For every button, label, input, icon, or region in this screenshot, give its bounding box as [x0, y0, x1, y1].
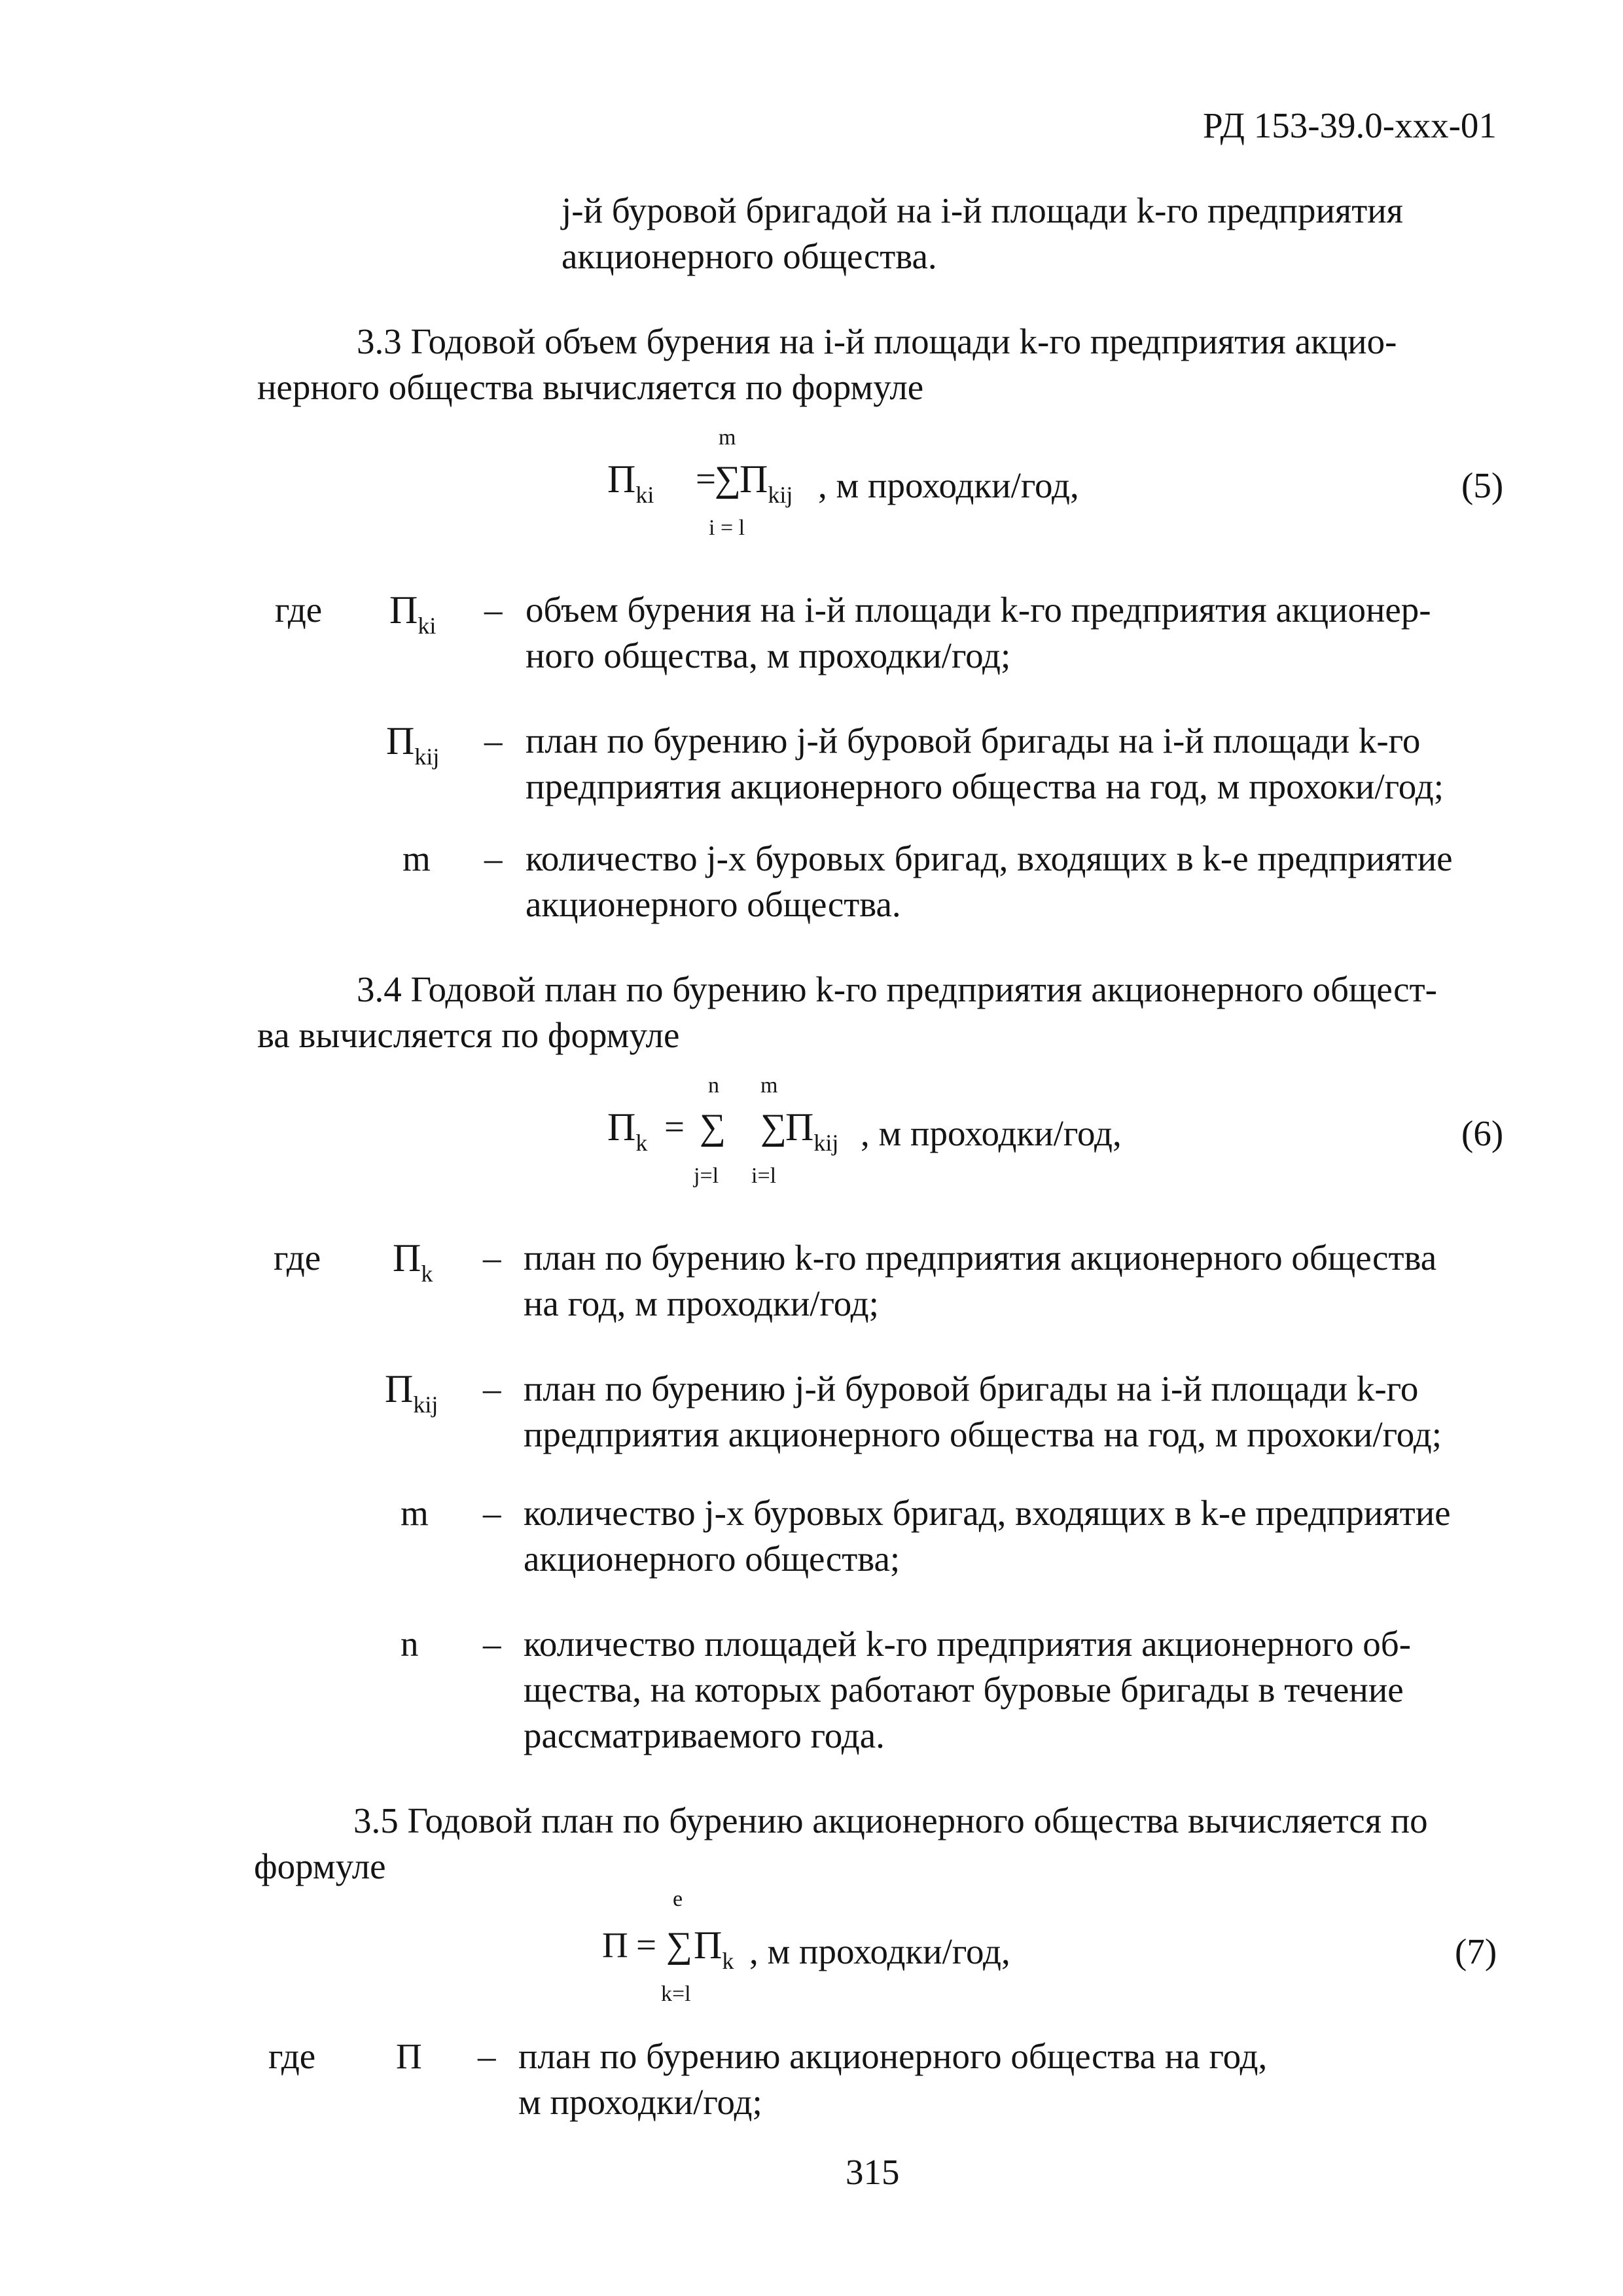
where-6-desc-3-line2: акционерного общества;: [524, 1539, 901, 1579]
where-5-desc-2-line1: план по бурению j-й буровой бригады на i-й площади k-го: [526, 721, 1421, 761]
formula-7-lhs: П: [602, 1925, 628, 1965]
formula-5-number: (5): [1461, 465, 1504, 505]
formula-6-sum1-sign: ∑: [700, 1107, 726, 1147]
formula-6-number: (6): [1461, 1113, 1504, 1153]
formula-7-equals: =: [636, 1925, 657, 1965]
where-5-desc-3-line2: акционерного общества.: [526, 884, 901, 924]
formula-6-sum1-lower: j=l: [694, 1164, 719, 1188]
formula-7-sum-upper: e: [673, 1887, 683, 1911]
formula-5-term: $П_{kij}$: [740, 457, 793, 508]
where-5-desc-3-line1: количество j-х буровых бригад, входящих в k-е предприятие: [526, 838, 1453, 878]
formula-7-unit: , м проходки/год,: [749, 1931, 1010, 1971]
where-6-sym-pk: $П_k$: [393, 1236, 433, 1287]
formula-6-term: $П_{kij}$: [785, 1105, 839, 1156]
where-7-desc-1-line1: план по бурению акционерного общества на год,: [518, 2036, 1268, 2076]
formula-6-equals: =: [664, 1107, 685, 1147]
where-5-label: где: [275, 590, 323, 630]
where-5-desc-2-line2: предприятия акционерного общества на год, м прохоки/год;: [526, 766, 1444, 806]
where-5-sym-pkij: $П_{kij}$: [386, 719, 440, 770]
where-6-desc-3-line1: количество j-х буровых бригад, входящих в k-е предприятие: [524, 1493, 1451, 1533]
where-5-dash-2: –: [484, 721, 503, 761]
para-continue-line1: j-й буровой бригадой на i-й площади k-го предприятия: [562, 190, 1403, 230]
formula-5-sum-lower: i = l: [709, 516, 745, 540]
formula-5-unit: , м проходки/год,: [818, 465, 1079, 505]
formula-5-sum-sign: ∑: [715, 459, 741, 499]
where-7-label: где: [268, 2036, 316, 2076]
where-6-label: где: [274, 1238, 321, 1278]
where-6-dash-1: –: [483, 1238, 501, 1278]
where-5-desc-1-line1: объем бурения на i-й площади k-го предприятия акционер-: [526, 590, 1431, 630]
where-7-dash-1: –: [478, 2036, 496, 2076]
formula-5-equals: =: [696, 459, 717, 499]
where-5-dash-3: –: [484, 838, 503, 878]
where-6-dash-4: –: [483, 1624, 501, 1664]
section-3-3-line1: 3.3 Годовой объем бурения на i-й площади k-го предприятия акцио-: [357, 321, 1397, 361]
formula-7-term: $П_k$: [694, 1924, 734, 1974]
where-6-sym-pkij: $П_{kij}$: [385, 1367, 438, 1418]
where-6-dash-3: –: [483, 1493, 501, 1533]
where-6-desc-1-line2: на год, м проходки/год;: [524, 1283, 879, 1323]
formula-7-number: (7): [1455, 1931, 1497, 1971]
where-7-sym-p: П: [396, 2036, 422, 2076]
where-6-sym-n: n: [401, 1624, 419, 1664]
where-6-desc-4-line3: рассматриваемого года.: [524, 1715, 885, 1755]
section-3-3-line2: нерного общества вычисляется по формуле: [257, 367, 924, 407]
page-number: 315: [846, 2152, 900, 2192]
where-6-desc-2-line2: предприятия акционерного общества на год, м прохоки/год;: [524, 1414, 1442, 1454]
section-3-5-line2: формуле: [254, 1846, 386, 1886]
formula-7-sum-sign: ∑: [666, 1925, 692, 1965]
section-3-5-line1: 3.5 Годовой план по бурению акционерного общества вычисляется по: [353, 1801, 1428, 1840]
where-6-desc-2-line1: план по бурению j-й буровой бригады на i-й площади k-го: [524, 1369, 1419, 1408]
formula-6-sum2-upper: m: [760, 1073, 778, 1098]
formula-5-sum-upper: m: [719, 425, 736, 450]
formula-6-sum2-lower: i=l: [751, 1164, 777, 1188]
formula-6-sum1-upper: n: [708, 1073, 719, 1098]
formula-5-lhs: $П_{ki}$: [607, 457, 654, 508]
where-6-desc-4-line1: количество площадей k-го предприятия акционерного об-: [524, 1624, 1412, 1664]
formula-7-sum-lower: k=l: [661, 1982, 691, 2006]
where-6-sym-m: m: [401, 1493, 429, 1533]
where-5-sym-m: m: [402, 838, 431, 878]
where-7-desc-1-line2: м проходки/год;: [518, 2082, 762, 2122]
where-6-desc-4-line2: щества, на которых работают буровые бригады в течение: [524, 1670, 1404, 1710]
section-3-4-line1: 3.4 Годовой план по бурению k-го предприятия акционерного общест-: [357, 969, 1437, 1009]
where-5-desc-1-line2: ного общества, м проходки/год;: [526, 636, 1011, 675]
para-continue-line2: акционерного общества.: [562, 236, 937, 276]
formula-6-sum2-sign: ∑: [760, 1107, 787, 1147]
where-5-sym-pki: $П_{ki}$: [389, 588, 437, 639]
where-5-dash-1: –: [484, 590, 503, 630]
document-code: РД 153-39.0-xxx-01: [1203, 105, 1497, 145]
where-6-desc-1-line1: план по бурению k-го предприятия акционерного общества: [524, 1238, 1437, 1278]
where-6-dash-2: –: [483, 1369, 501, 1408]
section-3-4-line2: ва вычисляется по формуле: [257, 1015, 680, 1055]
formula-6-unit: , м проходки/год,: [861, 1113, 1122, 1153]
formula-6-lhs: $П_k$: [607, 1105, 648, 1156]
